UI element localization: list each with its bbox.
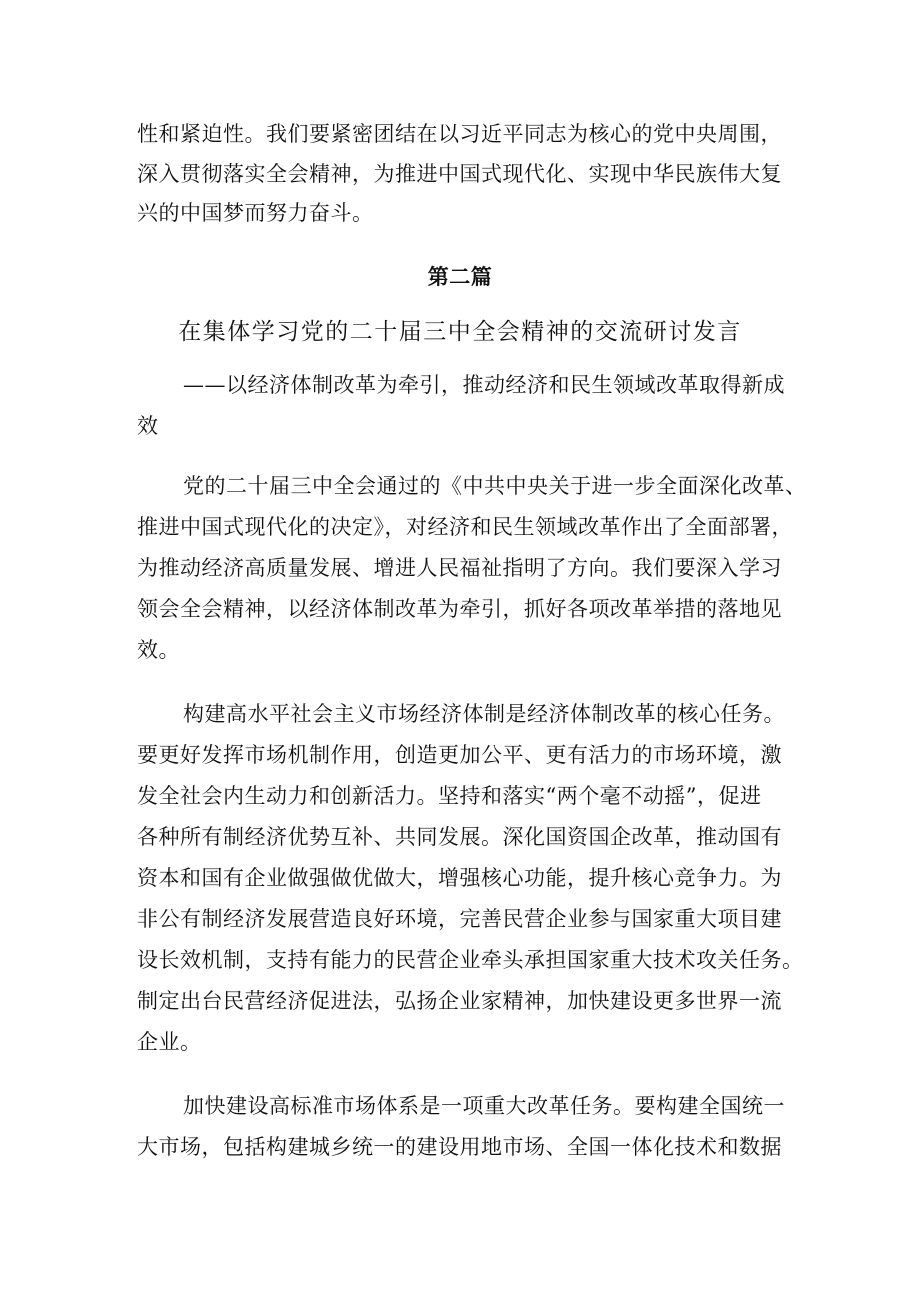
section-title: 在集体学习党的二十届三中全会精神的交流研讨发言 xyxy=(178,319,742,345)
paragraph-line: 推进中国式现代化的决定》，对经济和民生领域改革作出了全面部署， xyxy=(137,515,793,539)
paragraph-line: 非公有制经济发展营造良好环境，完善民营企业参与国家重大项目建 xyxy=(137,907,782,931)
paragraph-line: 构建高水平社会主义市场经济体制是经济体制改革的核心任务。 xyxy=(183,702,785,726)
section-heading: 第二篇 xyxy=(427,264,493,289)
intro-line: 兴的中国梦而努力奋斗。 xyxy=(137,201,374,225)
paragraph-line: 党的二十届三中全会通过的《中共中央关于进一步全面深化改革、 xyxy=(183,474,807,498)
paragraph-line: 资本和国有企业做强做优做大，增强核心功能，提升核心竞争力。为 xyxy=(137,866,782,890)
paragraph-line: 为推动经济高质量发展、增进人民福祉指明了方向。我们要深入学习 xyxy=(137,556,782,580)
intro-line: 性和紧迫性。我们要紧密团结在以习近平同志为核心的党中央周围， xyxy=(137,122,782,146)
paragraph-line: 制定出台民营经济促进法，弘扬企业家精神，加快建设更多世界一流 xyxy=(137,989,782,1013)
paragraph-line: 加快建设高标准市场体系是一项重大改革任务。要构建全国统一 xyxy=(183,1094,785,1118)
paragraph-line: 企业。 xyxy=(137,1030,202,1054)
paragraph-line: 领会全会精神，以经济体制改革为牵引，抓好各项改革举措的落地见 xyxy=(137,597,782,621)
paragraph-line: 大市场，包括构建城乡统一的建设用地市场、全国一体化技术和数据 xyxy=(137,1135,782,1159)
paragraph-line: 各种所有制经济优势互补、共同发展。深化国资国企改革，推动国有 xyxy=(137,825,782,849)
intro-line: 深入贯彻落实全会精神，为推进中国式现代化、实现中华民族伟大复 xyxy=(137,162,782,186)
section-subtitle: ——以经济体制改革为牵引，推动经济和民生领域改革取得新成 xyxy=(183,373,785,397)
section-subtitle: 效 xyxy=(137,414,159,438)
paragraph-line: 发全社会内生动力和创新活力。坚持和落实“两个毫不动摇”，促进 xyxy=(137,784,762,808)
paragraph-line: 设长效机制，支持有能力的民营企业牵头承担国家重大技术攻关任务。 xyxy=(137,948,804,972)
paragraph-line: 效。 xyxy=(137,638,180,662)
paragraph-line: 要更好发挥市场机制作用，创造更加公平、更有活力的市场环境，激 xyxy=(137,743,782,767)
